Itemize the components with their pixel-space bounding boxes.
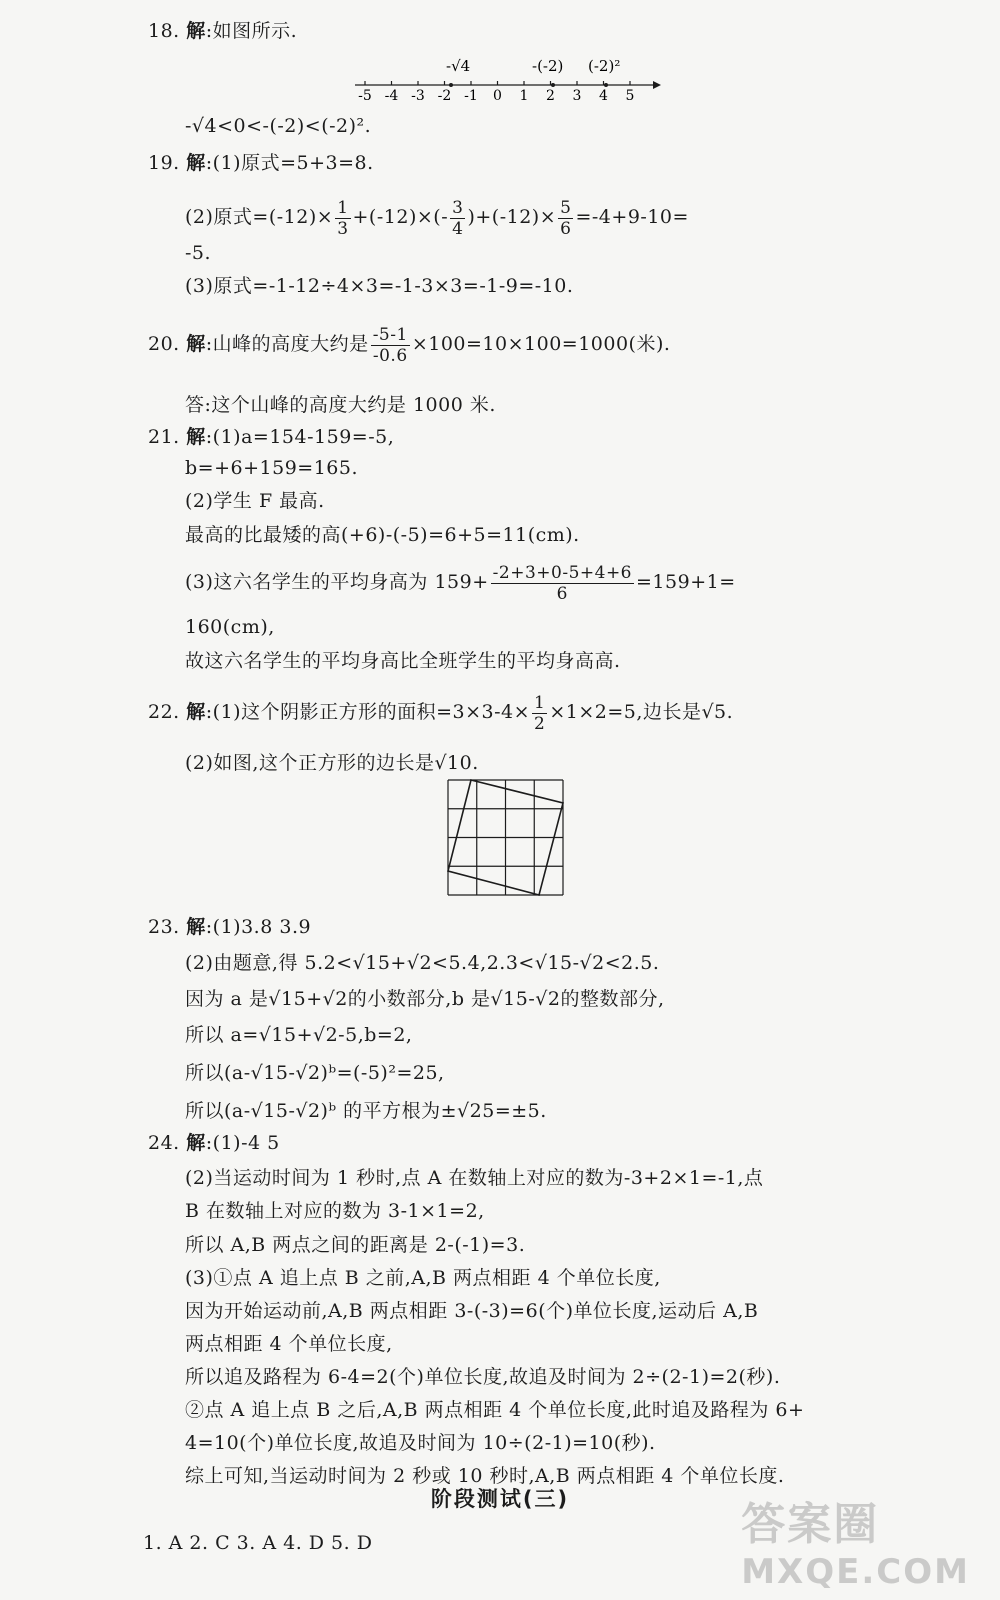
watermark-logo — [741, 1488, 970, 1592]
q20-text-a: :山峰的高度大约是 — [205, 333, 369, 355]
q23-line6: 所以(a-√15-√2)ᵇ 的平方根为±√25=±5. — [185, 1100, 547, 1122]
q20-frac-den: -0.6 — [372, 345, 408, 366]
q19-frac3-den: 6 — [560, 218, 572, 239]
q19-number: 19. — [148, 152, 180, 174]
number-line-tick-label: -5 — [358, 88, 372, 104]
label-neg-sqrt4: -√4 — [446, 57, 471, 75]
q22-heading — [148, 690, 733, 734]
q23-number: 23. — [148, 916, 180, 938]
q18-number: 18. — [148, 20, 180, 42]
q22-jie: 解 — [186, 701, 206, 723]
q19-p2-d: =-4+9-10= — [575, 206, 689, 228]
q19-p2-c: )+(-12)× — [467, 206, 557, 228]
point-neg-neg2 — [551, 83, 555, 87]
number-line-figure — [350, 55, 670, 105]
q24-line5: (3)①点 A 追上点 B 之前,A,B 两点相距 4 个单位长度, — [185, 1267, 661, 1289]
section-answers: 1. A 2. C 3. A 4. D 5. D — [143, 1532, 373, 1554]
q21-frac-num: -2+3+0-5+4+6 — [492, 562, 633, 583]
q19-frac3-num: 5 — [560, 197, 572, 218]
q24-line1: :(1)-4 5 — [205, 1132, 280, 1154]
q24-line9: ②点 A 追上点 B 之后,A,B 两点相距 4 个单位长度,此时追及路程为 6+ — [185, 1399, 805, 1421]
q19-frac2-num: 3 — [452, 197, 464, 218]
q24-line7: 两点相距 4 个单位长度, — [185, 1333, 393, 1355]
q21-line5-b: =159+1= — [636, 571, 736, 593]
q18-text: :如图所示. — [205, 20, 298, 42]
number-line-tick-label: 5 — [625, 88, 635, 104]
q21-line4: 最高的比最矮的高(+6)-(-5)=6+5=11(cm). — [185, 524, 580, 546]
number-line-tick-label: -4 — [384, 88, 399, 104]
q20-number: 20. — [148, 333, 180, 355]
q19-frac2-den: 4 — [452, 218, 464, 239]
q20-frac-num: -5-1 — [372, 324, 408, 345]
q20-text-b: ×100=10×100=1000(米). — [411, 333, 671, 355]
number-line-tick-label: 2 — [546, 88, 555, 104]
q19-p2-result: -5. — [185, 242, 212, 264]
q22-line1-b: ×1×2=5,边长是√5. — [549, 701, 734, 723]
number-line-tick-label: 3 — [572, 88, 582, 104]
q21-number: 21. — [148, 426, 180, 448]
grid-square-figure — [443, 775, 573, 905]
q21-line6: 160(cm), — [185, 616, 275, 638]
q21-line3: (2)学生 F 最高. — [185, 490, 325, 512]
number-line-tick-label: 1 — [519, 88, 529, 104]
watermark-line2: MXQE.COM — [741, 1552, 970, 1592]
q23-heading — [148, 914, 311, 940]
q20-heading — [148, 322, 670, 366]
point-neg2-squared — [604, 83, 608, 87]
q24-heading — [148, 1130, 280, 1156]
q20-jie: 解 — [186, 333, 206, 355]
number-line-tick-label: -3 — [411, 88, 425, 104]
q24-line11: 综上可知,当运动时间为 2 秒或 10 秒时,A,B 两点相距 4 个单位长度. — [185, 1465, 785, 1487]
q21-heading — [148, 424, 394, 450]
q21-jie: 解 — [186, 426, 206, 448]
q23-jie: 解 — [186, 916, 206, 938]
q21-line7: 故这六名学生的平均身高比全班学生的平均身高高. — [185, 650, 621, 672]
q18-heading — [148, 18, 297, 44]
q20-frac — [371, 325, 410, 366]
q19-frac1-den: 3 — [337, 218, 349, 239]
q23-line1: :(1)3.8 3.9 — [205, 916, 312, 938]
q21-frac-den: 6 — [556, 583, 568, 604]
q22-line1-a: :(1)这个阴影正方形的面积=3×3-4× — [205, 701, 531, 723]
q19-p2-a: (2)原式=(-12)× — [185, 206, 334, 228]
q19-frac2 — [450, 198, 465, 239]
q18-jie: 解 — [186, 20, 206, 42]
q19-heading — [148, 150, 374, 176]
q19-part1: :(1)原式=5+3=8. — [205, 152, 374, 174]
q23-line3: 因为 a 是√15+√2的小数部分,b 是√15-√2的整数部分, — [185, 988, 665, 1010]
q23-line2: (2)由题意,得 5.2<√15+√2<5.4,2.3<√15-√2<2.5. — [185, 952, 660, 974]
q20-answer: 答:这个山峰的高度大约是 1000 米. — [185, 394, 496, 416]
watermark-line1: 答案圈 — [741, 1499, 880, 1550]
q19-jie: 解 — [186, 152, 206, 174]
q22-number: 22. — [148, 701, 180, 723]
q19-frac1-num: 1 — [337, 197, 349, 218]
q21-line5 — [185, 560, 736, 604]
number-line-arrow — [653, 81, 661, 89]
q19-frac1 — [335, 198, 350, 239]
q24-number: 24. — [148, 1132, 180, 1154]
section-title: 阶段测试(三) — [430, 1487, 570, 1511]
q22-frac — [532, 693, 547, 734]
q24-jie: 解 — [186, 1132, 206, 1154]
q18-result: -√4<0<-(-2)<(-2)². — [185, 115, 372, 137]
q22-frac-num: 1 — [534, 692, 546, 713]
q24-line8: 所以追及路程为 6-4=2(个)单位长度,故追及时间为 2÷(2-1)=2(秒). — [185, 1366, 781, 1388]
q24-line4: 所以 A,B 两点之间的距离是 2-(-1)=3. — [185, 1234, 526, 1256]
q19-part3: (3)原式=-1-12÷4×3=-1-3×3=-1-9=-10. — [185, 275, 574, 297]
q23-line4: 所以 a=√15+√2-5,b=2, — [185, 1024, 413, 1046]
number-line-tick-label: 0 — [493, 88, 502, 104]
q22-frac-den: 2 — [534, 713, 546, 734]
q21-frac — [491, 563, 634, 604]
q19-part2 — [185, 195, 689, 239]
q24-line3: B 在数轴上对应的数为 3-1×1=2, — [185, 1200, 485, 1222]
point-neg-sqrt4 — [449, 83, 453, 87]
number-line-tick-label: -2 — [437, 88, 452, 104]
q23-line5: 所以(a-√15-√2)ᵇ=(-5)²=25, — [185, 1062, 445, 1084]
q19-frac3 — [558, 198, 573, 239]
q22-line2: (2)如图,这个正方形的边长是√10. — [185, 752, 479, 774]
label-neg-neg2: -(-2) — [532, 57, 564, 75]
q21-line1: :(1)a=154-159=-5, — [205, 426, 395, 448]
label-neg2-squared: (-2)² — [588, 57, 621, 75]
number-line-tick-label: -1 — [464, 88, 478, 104]
q24-line2: (2)当运动时间为 1 秒时,点 A 在数轴上对应的数为-3+2×1=-1,点 — [185, 1167, 764, 1189]
q21-line5-a: (3)这六名学生的平均身高为 159+ — [185, 571, 489, 593]
q19-p2-b: +(-12)×(- — [352, 206, 449, 228]
q24-line6: 因为开始运动前,A,B 两点相距 3-(-3)=6(个)单位长度,运动后 A,B — [185, 1300, 759, 1322]
q24-line10: 4=10(个)单位长度,故追及时间为 10÷(2-1)=10(秒). — [185, 1432, 656, 1454]
q21-line2: b=+6+159=165. — [185, 457, 359, 479]
number-line-tick-label: 4 — [599, 88, 608, 104]
